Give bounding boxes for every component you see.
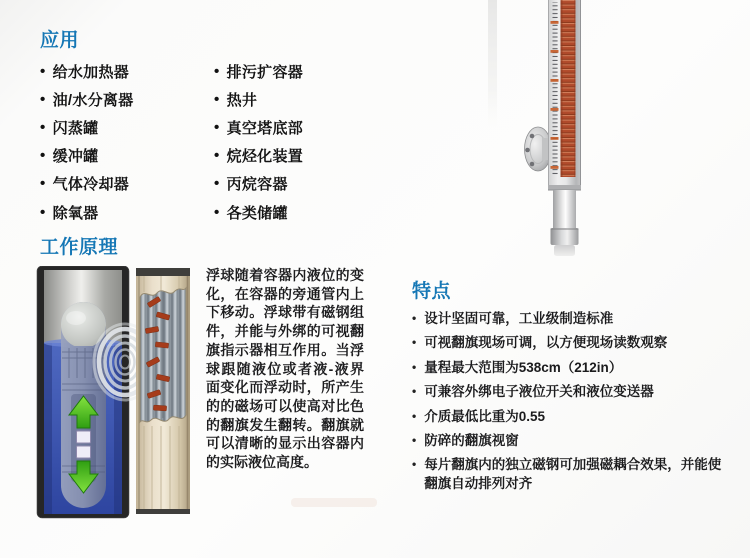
- bolt-hole: [530, 134, 535, 139]
- feature-label: 可视翻旗现场可调，以方便现场读数观察: [424, 335, 668, 351]
- applications-list-right: [214, 57, 303, 226]
- features-list: [412, 309, 734, 499]
- bullet-icon: •: [40, 62, 46, 80]
- application-label: 除氧器: [52, 204, 99, 222]
- bullet-icon: •: [412, 311, 417, 325]
- list-item: [214, 198, 303, 226]
- application-label: 排污扩容器: [226, 63, 304, 81]
- principle-title: 工作原理: [40, 237, 119, 258]
- bullet-icon: •: [412, 457, 417, 472]
- list-item: [214, 170, 303, 198]
- flag-indicator-rail: [136, 268, 190, 514]
- list-item: [40, 113, 134, 141]
- application-label: 给水加热器: [52, 63, 130, 81]
- application-label: 烷烃化装置: [226, 148, 304, 166]
- bullet-icon: •: [214, 203, 220, 221]
- principle-paragraph: 浮球随着容器内液位的变化，在容器的旁通管内上下移动。浮球带有磁钢组件，并能与外绑的可视翻旗指示器相互作用。当浮球跟随液位或者液-液界面变化而浮动时，所产生的的磁场可以使高对比色的翻旗发生翻转。翻旗就可以清晰的显示出容器内的实际液位高度。: [206, 267, 364, 471]
- feature-label: 设计坚固可靠，工业级制造标准: [424, 311, 614, 326]
- bolt-hole: [525, 148, 530, 153]
- list-item: [40, 85, 134, 113]
- feature-label: 量程最大范围为538cm（212in）: [424, 359, 623, 375]
- application-label: 缓冲罐: [52, 148, 99, 166]
- list-item: [412, 382, 734, 401]
- bullet-icon: •: [40, 118, 46, 136]
- gauge-photo-svg: [480, 0, 625, 258]
- bullet-icon: •: [214, 62, 220, 80]
- application-label: 各类储罐: [226, 204, 288, 222]
- flag-window-white: [77, 446, 91, 458]
- application-label: 真空塔底部: [226, 119, 304, 137]
- application-label: 热井: [226, 91, 258, 109]
- flag-window-white: [77, 431, 91, 443]
- list-item: [412, 333, 734, 352]
- list-item: [40, 57, 134, 85]
- principle-illustration-svg: [35, 266, 195, 520]
- bullet-icon: •: [214, 175, 220, 193]
- float: [61, 302, 106, 508]
- list-item: [412, 358, 734, 377]
- list-item: [412, 407, 734, 426]
- bullet-icon: •: [214, 147, 220, 165]
- drain-cap: [554, 245, 575, 256]
- drain-pipe: [551, 190, 579, 256]
- photo-artifact: [291, 498, 377, 507]
- application-label: 闪蒸罐: [52, 119, 99, 137]
- background-shading: [488, 0, 497, 128]
- indicator-channel: [548, 0, 581, 190]
- scale-ticks: [553, 2, 560, 176]
- bullet-icon: •: [40, 147, 46, 165]
- applications-list-left: [40, 57, 134, 226]
- list-item: [214, 57, 303, 85]
- bullet-icon: •: [412, 359, 417, 374]
- list-item: [214, 85, 303, 113]
- feature-label: 介质最低比重为0.55: [424, 408, 545, 424]
- bullet-icon: •: [412, 408, 417, 423]
- list-item: [412, 455, 734, 493]
- list-item: [412, 309, 734, 328]
- application-label: 丙烷容器: [226, 176, 288, 194]
- application-label: 油/水分离器: [52, 91, 134, 109]
- list-item: [40, 198, 134, 226]
- application-label: 气体冷却器: [52, 176, 130, 194]
- bullet-icon: •: [40, 175, 46, 193]
- gauge-photo: [480, 0, 625, 258]
- bullet-icon: •: [40, 90, 46, 108]
- bullet-icon: •: [412, 335, 417, 350]
- applications-title: 应用: [40, 30, 80, 51]
- feature-label: 防碎的翻旗视窗: [424, 432, 519, 448]
- bolt-hole: [530, 162, 535, 167]
- list-item: [214, 113, 303, 141]
- feature-label: 每片翻旗内的独立磁钢可加强磁耦合效果，并能使翻旗自动排列对齐: [424, 457, 722, 492]
- feature-label: 可兼容外绑电子液位开关和液位变送器: [424, 384, 654, 400]
- bullet-icon: •: [412, 384, 417, 399]
- bullet-icon: •: [412, 432, 417, 447]
- flag-scale-strip: [561, 0, 576, 177]
- bullet-icon: •: [214, 118, 220, 136]
- list-item: [214, 142, 303, 170]
- list-item: [412, 431, 734, 450]
- principle-illustration: [35, 266, 195, 520]
- features-title: 特点: [412, 281, 452, 302]
- bullet-icon: •: [40, 203, 46, 221]
- bullet-icon: •: [214, 90, 220, 108]
- list-item: [40, 170, 134, 198]
- list-item: [40, 142, 134, 170]
- side-flange: [525, 127, 552, 171]
